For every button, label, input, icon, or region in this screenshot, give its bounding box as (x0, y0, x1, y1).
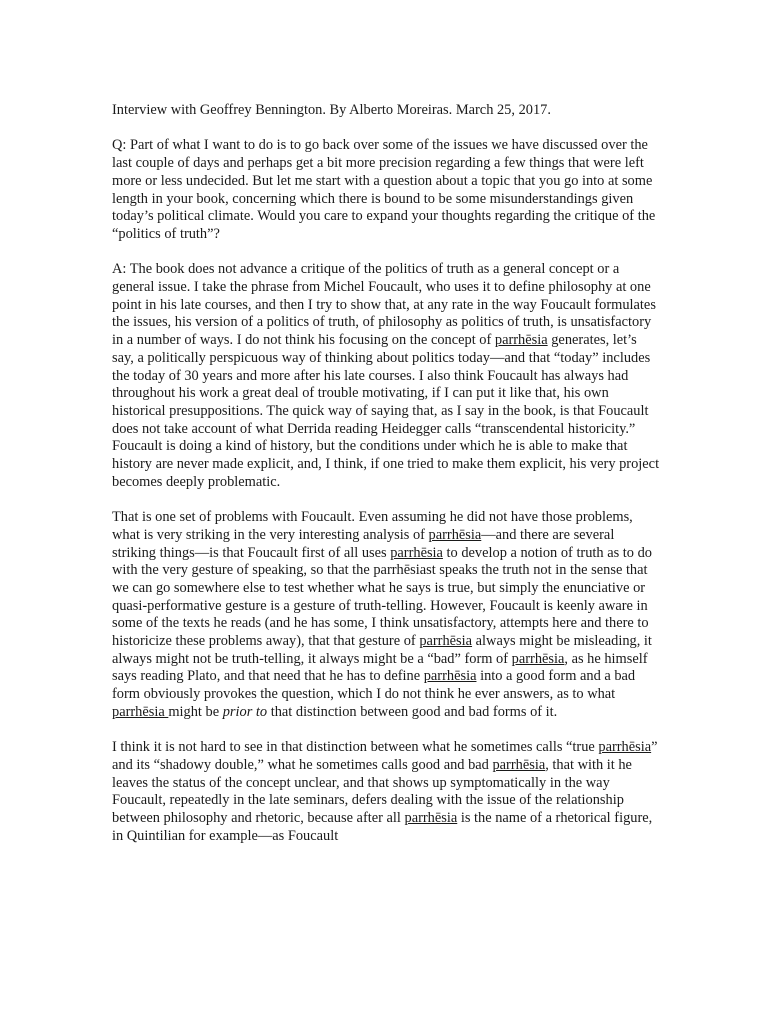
underlined-term: parrhēsia (423, 668, 477, 685)
text-run: that distinction between good and bad forms of it. (267, 703, 558, 720)
paragraph (112, 509, 660, 721)
underlined-term: parrhēsia (404, 810, 458, 827)
text-run: That is one set of problems with Foucault. Even assuming he did not have those problems, what is very striking in the very interesting analysis of (112, 509, 633, 543)
underlined-term: parrhēsia (428, 526, 482, 543)
text-run: is the name of a rhetorical figure, in Quintilian for example—as Foucault (112, 810, 653, 844)
text-run: , that with it he leaves the status of the concept unclear, and that shows up symptomatically in the way Foucault, repeatedly in the late seminars, defers dealing with the issue of the relationship between philosophy and rhetoric, because after all (112, 756, 632, 827)
document-page (112, 102, 660, 845)
underlined-term: parrhēsia (419, 633, 473, 650)
underlined-term: parrhēsia (494, 332, 548, 349)
underlined-term: parrhēsia (112, 703, 169, 720)
italic-phrase: prior to (222, 703, 268, 720)
paragraph (112, 739, 660, 845)
text-run: always might be misleading, it always might not be truth-telling, it always might be a “bad” form of (112, 633, 652, 667)
text-run: Q: Part of what I want to do is to go back over some of the issues we have discussed over the last couple of days and perhaps get a bit more precision regarding a few things that were left more or less undecided. But let me start with a question about a topic that you go into at some length in your book, concerning which there is bound to be some misunderstandings given today’s political climate. Would you care to expand your thoughts regarding the critique of the “politics of truth”? (112, 137, 656, 242)
text-run: generates, let’s say, a politically perspicuous way of thinking about politics today—and that “today” includes the today of 30 years and more after his late courses. I also think Foucault has always had throughout his work a great deal of trouble motivating, if I can put it like that, his own historical presuppositions. The quick way of saying that, as I say in the book, is that Foucault does not take account of what Derrida reading Heidegger calls “transcendental historicity.” Foucault is doing a kind of history, but the conditions under which he is able to make that history are never made explicit, and, I think, if one tried to make them explicit, his very project becomes deeply problematic. (112, 332, 660, 490)
underlined-term: parrhēsia (492, 756, 546, 773)
text-run: into a good form and a bad form obviously provokes the question, which I do not think he ever answers, as to what (112, 668, 636, 703)
document-body (112, 137, 660, 845)
text-run: ” and its “shadowy double,” what he sometimes calls good and bad (112, 739, 658, 773)
document-title: Interview with Geoffrey Bennington. By Alberto Moreiras. March 25, 2017. (112, 102, 551, 118)
underlined-term: parrhēsia (390, 544, 443, 561)
text-run: I think it is not hard to see in that distinction between what he sometimes calls “true (112, 739, 599, 756)
underlined-term: parrhēsia (598, 739, 652, 756)
underlined-term: parrhēsia (511, 650, 565, 667)
text-run: A: The book does not advance a critique of the politics of truth as a general concept or a general issue. I take the phrase from Michel Foucault, who uses it to define philosophy at one point in his late courses, and then I try to show that, at any rate in the way Foucault formulates the issues, his version of a politics of truth, of philosophy as politics of truth, is unsatisfactory in a number of ways. I do not think his focusing on the concept of (112, 261, 656, 349)
paragraph (112, 261, 660, 491)
text-run: , as he himself says reading Plato, and that need that he has to define (112, 650, 648, 685)
text-run: might be (168, 703, 223, 720)
text-run: —and there are several striking things—is that Foucault first of all uses (112, 526, 615, 561)
text-run: to develop a notion of truth as to do with the very gesture of speaking, so that the parrhēsiast speaks the truth not in the sense that we can go somewhere else to test whether what he says is true, but simply the enunciative or quasi-performative gesture is a gesture of truth-telling. However, Foucault is keenly aware in some of the texts he reads (and he has some, I think unsatisfactory, attempts here and there to historicize these problems away), that that gesture of (112, 544, 652, 650)
paragraph (112, 137, 660, 243)
